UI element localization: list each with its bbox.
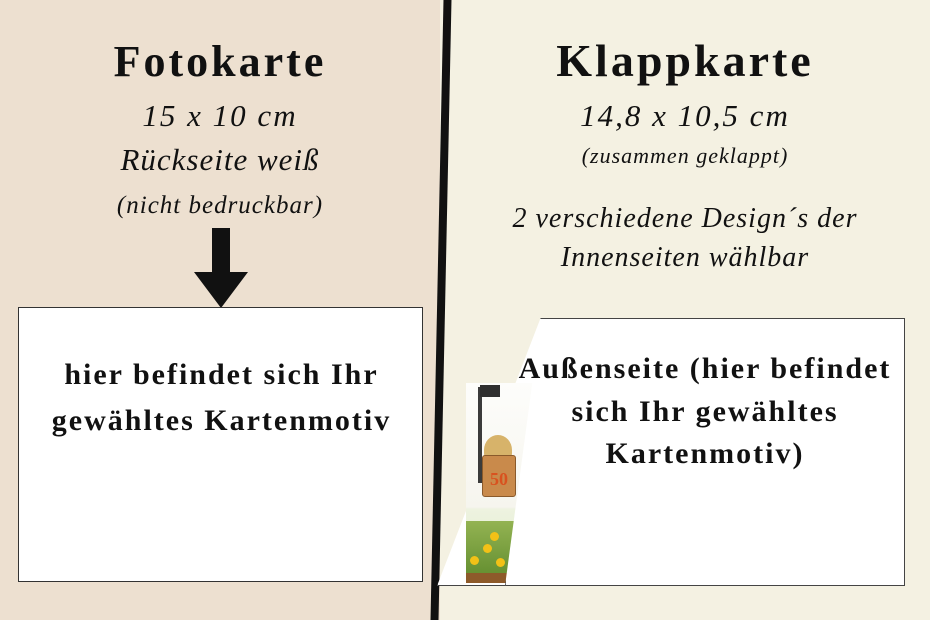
right-designs-note: 2 verschiedene Design´s der Innenseiten wählbar	[512, 203, 858, 273]
right-size-note: (zusammen geklappt)	[581, 143, 789, 168]
motif-flag	[480, 385, 500, 397]
right-title: Klappkarte	[556, 35, 814, 86]
down-arrow-icon	[186, 228, 256, 308]
left-note: (nicht bedruckbar)	[116, 192, 324, 219]
left-title: Fotokarte	[113, 37, 327, 86]
folded-card-front-panel	[505, 318, 905, 586]
left-backside: Rückseite weiß	[120, 142, 320, 177]
photo-card-preview	[18, 307, 423, 582]
folded-card-placeholder-text: Außenseite (hier befindet sich Ihr gewähltes Kartenmotiv)	[518, 352, 892, 471]
right-size: 14,8 x 10,5 cm	[580, 98, 790, 133]
photo-card-placeholder-text: hier befindet sich Ihr gewähltes Kartenmotiv	[51, 358, 392, 437]
motif-number: 50	[490, 469, 508, 489]
left-size: 15 x 10 cm	[142, 98, 298, 133]
